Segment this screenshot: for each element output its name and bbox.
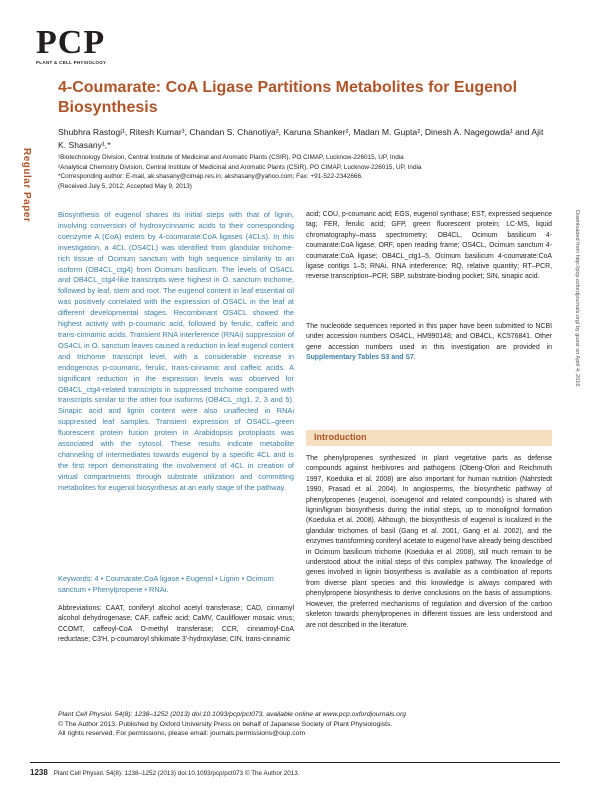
introduction-heading-box — [306, 430, 552, 446]
citation-line-1: Plant Cell Physiol. 54(8): 1238–1252 (2013) doi:10.1093/pcp/pct073, available online at www.pcp.oxfordjournals.org — [58, 711, 406, 718]
footer-text: Plant Cell Physiol. 54(8): 1238–1252 (2013) doi:10.1093/pcp/pct073 © The Author 2013. — [53, 770, 300, 777]
page-footer — [30, 768, 560, 777]
affiliation-2: ²Analytical Chemistry Division, Central Institute of Medicinal and Aromatic Plants (CSIR), PO CIMAP, Lucknow-226015, UP, India — [58, 163, 422, 171]
supplementary-link[interactable]: Supplementary Tables S3 and S7 — [306, 354, 414, 362]
nucleotide-end: . — [413, 354, 416, 362]
side-section-label-text: Regular Paper — [21, 148, 32, 223]
page-number: 1238 — [30, 768, 48, 777]
abbreviations-right: acid; COU, p-coumaric acid; EGS, eugenol synthase; EST, expressed sequence tag; FER, ferulic acid; GFP, green fluorescent protein; LC-MS, liquid chromatography–mass spectrometry; OB4CL, Ocimum basilicum 4-coumarate:CoA ligase; ORF, open reading frame; OS4CL, Ocimum sanctum 4-coumarate:CoA ligase; OB4CL_ctg1–5, Ocimum basilicum 4-coumarate:CoA ligase contigs 1–5; RNAi, RNA interference; RQ, relative quantity; RT–PCR, reverse transcription–PCR; SBP, substrate-binding pocket; SIN, sinapic acid. — [306, 211, 552, 281]
introduction-heading: Introduction — [314, 432, 367, 442]
download-watermark-text: Downloaded from http://pcp.oxfordjournals.org/ by guest on April 4, 2016 — [574, 210, 580, 387]
article-title: 4-Coumarate: CoA Ligase Partitions Metabolites for Eugenol Biosynthesis — [58, 79, 518, 116]
citation-line-3: All rights reserved. For permissions, please email: journals.permissions@oup.com — [58, 730, 306, 738]
nucleotide-text: The nucleotide sequences reported in this paper have been submitted to NCBI under accession numbers OS4CL, HM990148; and OB4CL, KC576841. Other gene accession numbers used in this investigation are provided in — [306, 323, 552, 351]
nucleotide-note — [306, 322, 552, 364]
keywords: Keywords: 4 • Coumarate:CoA ligase • Eugenol • Lignin • Ocimum sanctum • Phenylpropene • RNAi. — [58, 574, 274, 594]
introduction-text: The phenylpropenes synthesized in plant vegetative parts as defense compounds against herbivores and pathogens (Obeng-Ofori and Reichmuth 1997, Koeduka et al. 2008) are also important for human nutrition (Nahrstedt 1990, Prasad et al. 2004). In angiosperms, the biosynthetic pathway of phenylpropenes (eugenol, isoeugenol and related compounds) is shared with lignin/lignan biosynthesis during the initial steps, up to monolignol formation (Koeduka et al. 2008). Although, the biosynthesis of eugenol is localized in the glandular trichomes of basil (Gang et al. 2001, Gang et al. 2002), and the enzymes transforming coniferyl acetate to eugenol have already being described in Ocimum basilicum trichome (Koeduka et al. 2008), still much remain to be understood about the initial steps of this complex pathway. The knowledge of genes involved in lignin biosynthesis is available as a combination of reports from diverse plant species and this knowledge is always compared with phenylpropene biosynthesis to derive conclusions on the basis of assumptions. However, the preferred mechanisms of regulation and diversion of the carbon skeleton towards phenylpropenes in different tissues are less understood and are not described in the literature. — [306, 455, 552, 629]
received-dates: (Received July 5, 2012; Accepted May 9, 2013) — [58, 182, 192, 190]
side-section-label — [20, 148, 34, 248]
affiliation-1: ¹Biotechnology Division, Central Institute of Medicinal and Aromatic Plants (CSIR), PO CIMAP, Lucknow-226015, UP, India — [58, 154, 404, 161]
abstract: Biosynthesis of eugenol shares its initial steps with that of lignin, involving conversion of hydroxycinnamic acids to their corresponding coenzyme A (CoA) esters by 4-coumarate:CoA ligases (4CLs). In this investigation, a 4CL (OS4CL) was identified from glandular trichome-rich tissue of Ocimum sanctum with high sequence similarity to an isoform (OB4CL_ctg4) from Ocimum basilicum. The levels of OS4CL and OB4CL_ctg4-like transcripts were highest in O. sanctum trichome, followed by leaf, stem and root. The eugenol content in leaf essential oil was positively correlated with the expression of OS4CL in the leaf at different developmental stages. Recombinant OS4CL showed the highest activity with p-coumaric acid, followed by ferulic, caffeic and trans-cinnamic acids. Transient RNA interference (RNAi) suppression of OS4CL in O. sanctum leaves caused a reduction in leaf eugenol content and trichome transcript level, with a considerable increase in endogenous p-coumaric, ferulic, trans-cinnamic and caffeic acids. A significant reduction in the expression levels was observed for OB4CL_ctg4-related transcripts in suppressed trichome compared with transcripts similar to the other four isoforms (OB4CL_ctg1, 2, 3 and 5). Sinapic acid and lignin content were also unaffected in RNAi suppressed leaf samples. Transient expression of OS4CL–green fluorescent protein fusion protein in Arabidopsis protoplasts was associated with the cytosol. These results indicate metabolite channeling of intermediates towards eugenol by a specific 4CL and is the first report demonstrating the involvement of 4CL in creation of virtual compartments through substrate utilization and committing metabolites for eugenol biosynthesis at an early stage of the pathway. — [58, 210, 294, 492]
journal-logo: PCP — [36, 24, 106, 61]
abbreviations-left: Abbreviations: CAAT, coniferyl alcohol acetyl transferase; CAD, cinnamyl alcohol dehydrogenase; CAF, caffeic acid; CaMV, Cauliflower mosaic virus; CCOMT, caffeoyl-CoA O-methyl transferase; CCR, cinnamoyl-CoA reductase; C3′H, p-coumaroyl shikimate 3′-hydroxylase; CIN, trans-cinnamic — [58, 605, 294, 644]
citation-line-2: © The Author 2013. Published by Oxford University Press on behalf of Japanese Society of Plant Physiologists. — [58, 720, 393, 728]
footer-divider — [30, 762, 560, 763]
download-watermark — [572, 210, 582, 550]
journal-logo-subtitle: PLANT & CELL PHYSIOLOGY — [36, 60, 107, 65]
affiliations — [58, 153, 548, 191]
author-list: Shubhra Rastogi¹, Ritesh Kumar¹, Chandan S. Chanotiya², Karuna Shanker², Madan M. Gupta², Dinesh A. Nagegowda¹ and Ajit K. Shasany¹,* — [58, 127, 544, 150]
corresponding-author: *Corresponding author: E-mail, ak.shasany@cimap.res.in; akshasany@yahoo.com; Fax: +91-522-2342666. — [58, 173, 363, 181]
citation-block — [58, 710, 558, 739]
